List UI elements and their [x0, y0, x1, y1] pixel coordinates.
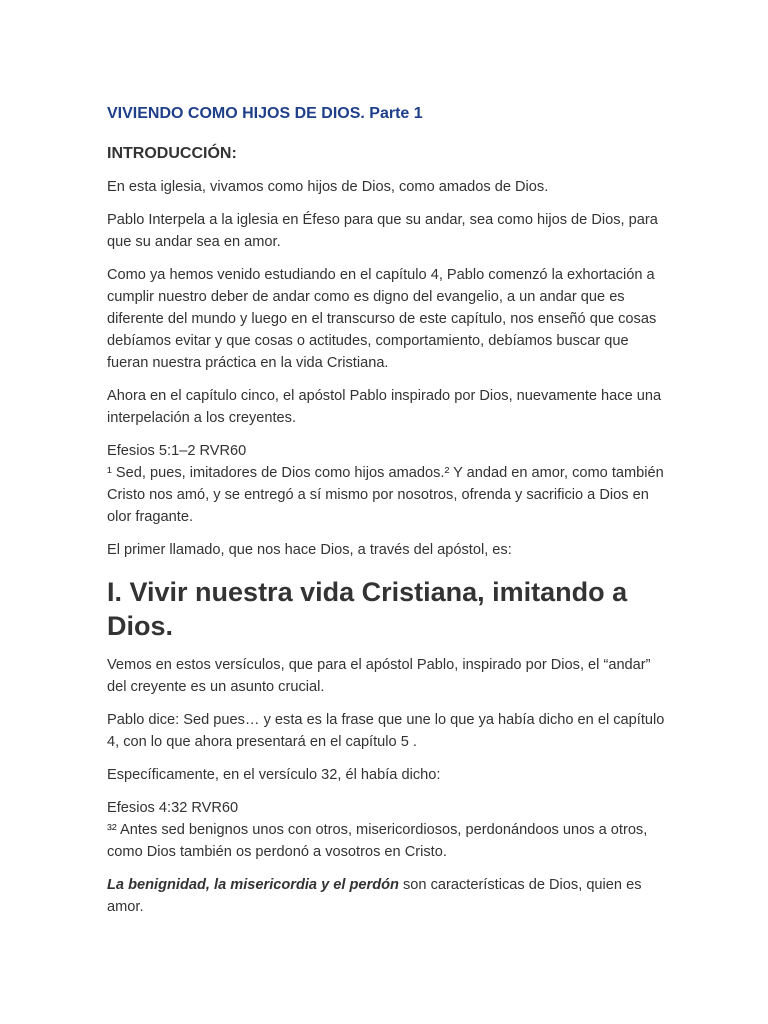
verse-block-1 [107, 440, 667, 528]
closing-paragraph [107, 874, 667, 918]
document-page [107, 104, 667, 918]
verse-text-2: ³² Antes sed benignos unos con otros, misericordiosos, perdonándoos unos a otros, como Dios también os perdonó a vosotros en Cristo. [107, 822, 648, 860]
paragraph-intro-2: Pablo Interpela a la iglesia en Éfeso para que su andar, sea como hijos de Dios, para que su andar sea en amor. [107, 212, 658, 250]
call-paragraph: El primer llamado, que nos hace Dios, a través del apóstol, es: [107, 542, 512, 558]
section-1-heading: I. Vivir nuestra vida Cristiana, imitando a Dios. [107, 577, 628, 641]
paragraph-section1-1: Vemos en estos versículos, que para el apóstol Pablo, inspirado por Dios, el “andar” del creyente es un asunto crucial. [107, 657, 651, 695]
paragraph-section1-2: Pablo dice: Sed pues… y esta es la frase que une lo que ya había dicho en el capítulo 4, con lo que ahora presentará en el capítulo 5 . [107, 712, 665, 750]
closing-rest: son características de Dios, quien es amor. [107, 877, 642, 915]
verse-reference-2: Efesios 4:32 RVR60 [107, 800, 239, 816]
verse-block-2 [107, 797, 667, 863]
verse-reference-1: Efesios 5:1–2 RVR60 [107, 443, 247, 459]
paragraph-intro-3: Como ya hemos venido estudiando en el capítulo 4, Pablo comenzó la exhortación a cumplir nuestro deber de andar como es digno del evangelio, a un andar que es diferente del mundo y luego en el transcurso de este capítulo, nos enseñó que cosas debíamos evitar y que cosas o actitudes, comportamiento, debíamos buscar que fueran nuestra práctica en la vida Cristiana. [107, 267, 657, 371]
verse-text-1: ¹ Sed, pues, imitadores de Dios como hijos amados.² Y andad en amor, como también Cristo nos amó, y se entregó a sí mismo por nosotros, ofrenda y sacrificio a Dios en olor fragante. [107, 465, 664, 525]
paragraph-intro-4: Ahora en el capítulo cinco, el apóstol Pablo inspirado por Dios, nuevamente hace una interpelación a los creyentes. [107, 388, 662, 426]
paragraph-section1-3: Específicamente, en el versículo 32, él había dicho: [107, 767, 441, 783]
intro-heading: INTRODUCCIÓN: [107, 145, 237, 162]
document-title: VIVIENDO COMO HIJOS DE DIOS. Parte 1 [107, 105, 423, 122]
paragraph-intro-1: En esta iglesia, vivamos como hijos de Dios, como amados de Dios. [107, 179, 549, 195]
closing-emphasis: La benignidad, la misericordia y el perdón [107, 877, 399, 893]
